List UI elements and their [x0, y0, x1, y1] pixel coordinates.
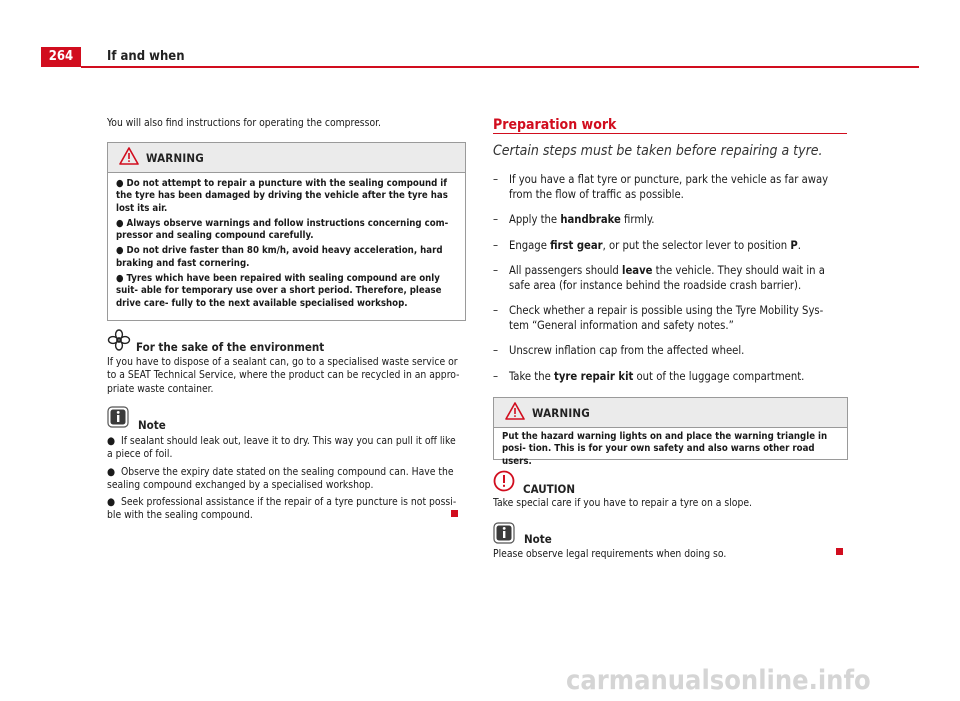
- step-item: – Engage first gear, or put the selector lever to position P.: [493, 239, 801, 252]
- page-number: 264: [41, 47, 81, 67]
- caution-icon: [493, 470, 515, 492]
- warning-item: ● Do not attempt to repair a puncture with the sealing compound if the tyre has been damaged by driving the vehicle after the tyre has lost its air.: [116, 178, 448, 214]
- environment-text: If you have to dispose of a sealant can, go to a specialised waste service or to a SEAT Technical Service, where the product can be recycled in an appro- priate waste container.: [107, 356, 460, 395]
- caution-text: Take special care if you have to repair a tyre on a slope.: [493, 497, 752, 509]
- page-header-title: If and when: [107, 49, 185, 64]
- note-title: Note: [138, 418, 166, 432]
- warning-triangle-icon: [505, 402, 525, 420]
- warning-body: Put the hazard warning lights on and place the warning triangle in posi- tion. This is for your own safety and also warns other road users.: [502, 431, 828, 467]
- section-title: Preparation work: [493, 117, 617, 133]
- warning-body: [108, 173, 465, 317]
- warning-box-left: [107, 142, 466, 321]
- warning-header: [494, 398, 847, 428]
- step-item: – Check whether a repair is possible using the Tyre Mobility Sys- tem “General information and safety notes.”: [493, 304, 824, 332]
- warning-box-right: [493, 397, 848, 467]
- note-item: ● If sealant should leak out, leave it to dry. This way you can pull it off like a piece of foil.: [107, 435, 456, 461]
- note-text: Please observe legal requirements when doing so.: [493, 548, 727, 560]
- environment-title: For the sake of the environment: [136, 340, 325, 354]
- warning-title: WARNING: [146, 151, 204, 165]
- intro-text: You will also find instructions for operating the compressor.: [107, 117, 381, 129]
- flower-icon: [107, 329, 131, 351]
- caution-title: CAUTION: [523, 482, 576, 496]
- warning-title: WARNING: [532, 406, 590, 420]
- warning-item: ● Do not drive faster than 80 km/h, avoid heavy acceleration, hard braking and fast cornering.: [116, 245, 443, 269]
- step-item: – If you have a flat tyre or puncture, park the vehicle as far away from the flow of traffic as possible.: [493, 173, 829, 201]
- step-item: – Unscrew inflation cap from the affected wheel.: [493, 344, 745, 357]
- section-end-marker: [836, 548, 843, 555]
- warning-item: ● Tyres which have been repaired with sealing compound are only suit- able for temporary use over a short period. Therefore, please drive care- fully to the next available specialised workshop.: [116, 273, 442, 309]
- note-title: Note: [524, 532, 552, 546]
- warning-header: [108, 143, 465, 173]
- warning-item: ● Always observe warnings and follow instructions concerning com- pressor and sealing compound carefully.: [116, 217, 449, 242]
- note-item: ● Observe the expiry date stated on the sealing compound can. Have the sealing compound exchanged by a specialised workshop.: [107, 465, 454, 491]
- section-end-marker: [451, 510, 458, 517]
- header-rule: [81, 66, 919, 68]
- info-icon: [107, 406, 129, 428]
- note-list: [107, 435, 461, 527]
- section-title-rule: [493, 133, 847, 134]
- step-item: – All passengers should leave the vehicle. They should wait in a safe area (for instance behind the roadside crash barrier).: [493, 264, 825, 292]
- section-subtitle: Certain steps must be taken before repairing a tyre.: [493, 143, 823, 159]
- warning-triangle-icon: [119, 147, 139, 165]
- info-icon: [493, 522, 515, 544]
- step-item: – Apply the handbrake firmly.: [493, 213, 655, 226]
- step-item: – Take the tyre repair kit out of the luggage compartment.: [493, 370, 805, 383]
- note-item: ● Seek professional assistance if the repair of a tyre puncture is not possi- ble with the sealing compound.: [107, 496, 457, 522]
- watermark: carmanualsonline.info: [566, 665, 871, 696]
